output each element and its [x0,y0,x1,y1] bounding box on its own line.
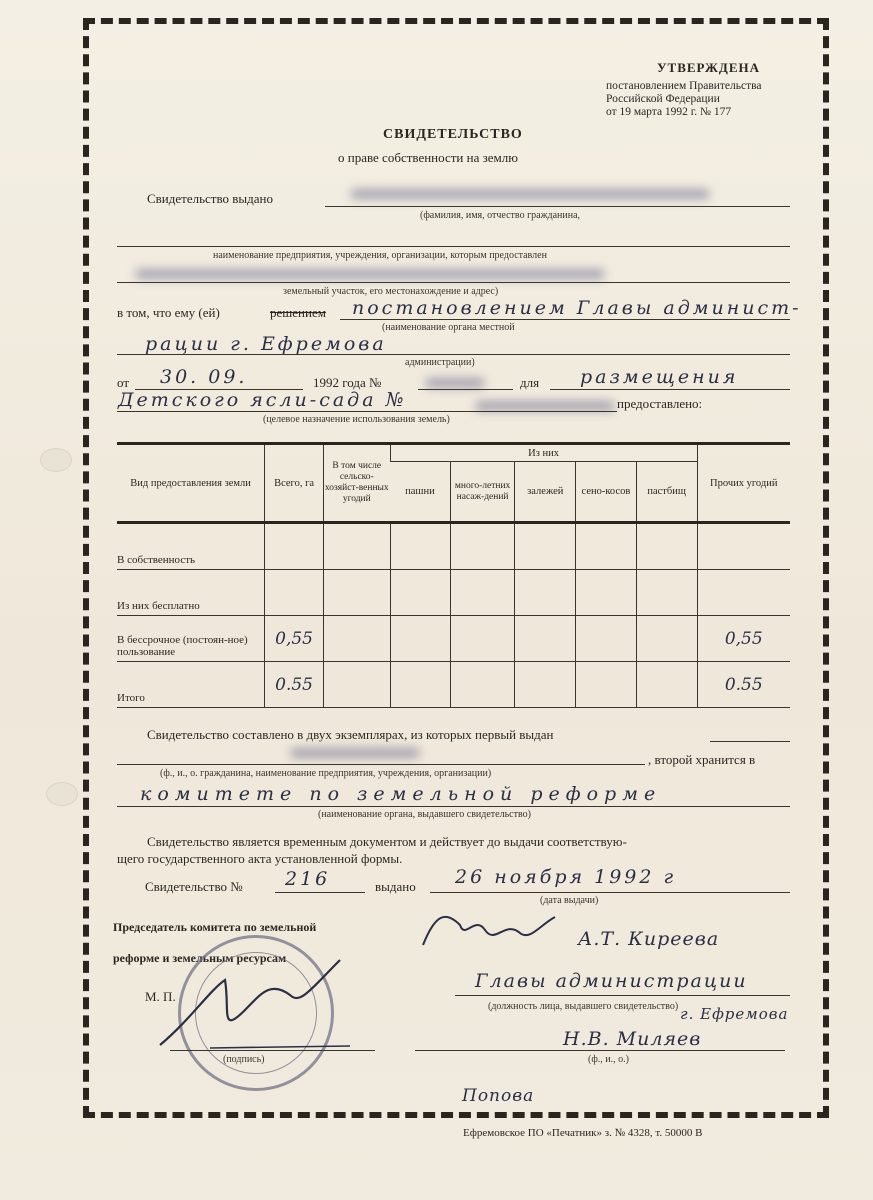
cell-total: 0.55 [265,662,324,708]
temporary-text-1: Свидетельство является временным документом и действует до выдачи соответствую- [147,834,627,849]
caption-authority: (наименование органа местной [382,322,515,333]
mp-label: М. П. [145,989,176,1004]
signature-caption: (подпись) [223,1054,265,1065]
cell-other: 0,55 [697,616,790,662]
fill-line [550,389,790,390]
printer-imprint: Ефремовское ПО «Печатник» з. № 4328, т. 50000 В [463,1127,703,1139]
hand-committee: комитете по земельной реформе [140,783,662,805]
chairman-signature [150,950,360,1060]
punch-hole [46,782,78,806]
hand-issue-date: 26 ноября 1992 г [455,866,677,888]
row-label: В собственность [117,523,265,570]
table-row [117,570,790,616]
decision-struck: решением [270,305,326,320]
for-label: для [520,375,540,390]
issued-to-label: Свидетельство выдано [147,191,273,206]
fill-line [117,806,790,807]
table-row [117,523,790,570]
cell-other [697,523,790,570]
col-perennial: много-летних насаж-дений [450,462,515,523]
caption-position: (должность лица, выдавшего свидетельство) [488,1001,679,1012]
hand-date: 30. 09. [160,366,248,388]
hand-position: Главы администрации [475,970,748,992]
fill-line [275,892,365,893]
col-agri: В том числе сельско-хозяйст-венных угодий [323,444,390,523]
from-label: от [117,375,130,390]
temporary-text-2: щего государственного акта установленной формы. [117,851,403,866]
table-row [117,662,790,708]
caption-issue-date: (дата выдачи) [540,895,599,906]
caption-purpose: (целевое назначение использования земель) [263,414,450,425]
hand-bottom: Попова [462,1086,535,1106]
issued-label: выдано [375,879,416,894]
row-label: Из них бесплатно [117,570,265,616]
col-total: Всего, га [265,444,324,523]
cell-other: 0.55 [697,662,790,708]
fill-line [325,206,790,207]
chairman-line-2: реформе и земельным ресурсам [113,951,287,965]
caption-admin: администрации) [405,357,475,368]
fill-line [117,282,790,283]
row-label: Итого [117,662,265,708]
fill-line [117,246,790,247]
col-fallow: залежей [515,462,576,523]
redacted-recipient [290,745,420,763]
cert-no-label: Свидетельство № [145,879,243,894]
resolution-line-2: Российской Федерации [606,93,720,105]
col-hay: сено-косов [576,462,637,523]
redacted-name [350,186,710,204]
col-pasture: пастбищ [636,462,697,523]
fill-line [455,995,790,996]
document-title: СВИДЕТЕЛЬСТВО [383,127,523,142]
redacted-purpose [475,398,615,416]
that-label: в том, что ему (ей) [117,305,220,320]
fill-line [430,892,790,893]
hand-resolution: постановлением Главы админист- [352,297,802,319]
document-subtitle: о праве собственности на землю [338,150,518,165]
fill-line [710,741,790,742]
land-table [117,442,790,708]
hand-name-2: Н.В. Миляев [563,1028,702,1050]
caption-plot: земельный участок, его местонахождение и адрес) [283,286,499,297]
fill-line [117,411,617,412]
hand-name-1: А.Т. Киреева [578,928,720,950]
redacted-number [425,375,485,393]
caption-fio-short: (ф., и., о.) [588,1054,629,1065]
resolution-line-3: от 19 марта 1992 г. № 177 [606,106,732,118]
second-kept: , второй хранится в [648,752,756,767]
caption-issuer: (наименование органа, выдавшего свидетельство) [318,809,531,820]
resolution-line-1: постановлением Правительства [606,80,762,92]
cell-other [697,570,790,616]
table-row [117,616,790,662]
fill-line [170,1050,375,1051]
hand-purpose: размещения [580,366,739,388]
hand-purpose-2: Детского ясли-сада № [118,389,407,411]
fill-line [117,354,790,355]
punch-hole [40,448,72,472]
col-kind: Вид предоставления земли [130,477,251,489]
cell-total [265,523,324,570]
hand-resolution-2: рации г. Ефремова [145,333,387,355]
caption-org: наименование предприятия, учреждения, организации, которым предоставлен [213,250,547,261]
fill-line [340,319,790,320]
fill-line [415,1050,785,1051]
col-arable: пашни [405,486,435,497]
fill-line [418,389,513,390]
cell-total [265,570,324,616]
hand-cert-no: 216 [285,868,331,890]
row-label: В бессрочное (постоян-ное) пользование [117,616,265,662]
provided-label: предоставлено: [617,396,703,411]
fill-line [117,764,645,765]
hand-city: г. Ефремова [680,1005,789,1023]
col-of-them: Из них [390,444,697,462]
head-signature [415,905,565,965]
copies-text: Свидетельство составлено в двух экземплярах, из которых первый выдан [147,727,554,742]
caption-fio: (фамилия, имя, отчество гражданина, [420,210,581,221]
chairman-line-1: Председатель комитета по земельной [113,920,317,934]
year-label: 1992 года № [313,375,382,390]
col-other: Прочих угодий [697,444,790,523]
caption-recipient: (ф., и., о. гражданина, наименование предприятия, учреждения, организации) [160,768,492,779]
cell-total: 0,55 [265,616,324,662]
approved-label: УТВЕРЖДЕНА [657,60,761,75]
